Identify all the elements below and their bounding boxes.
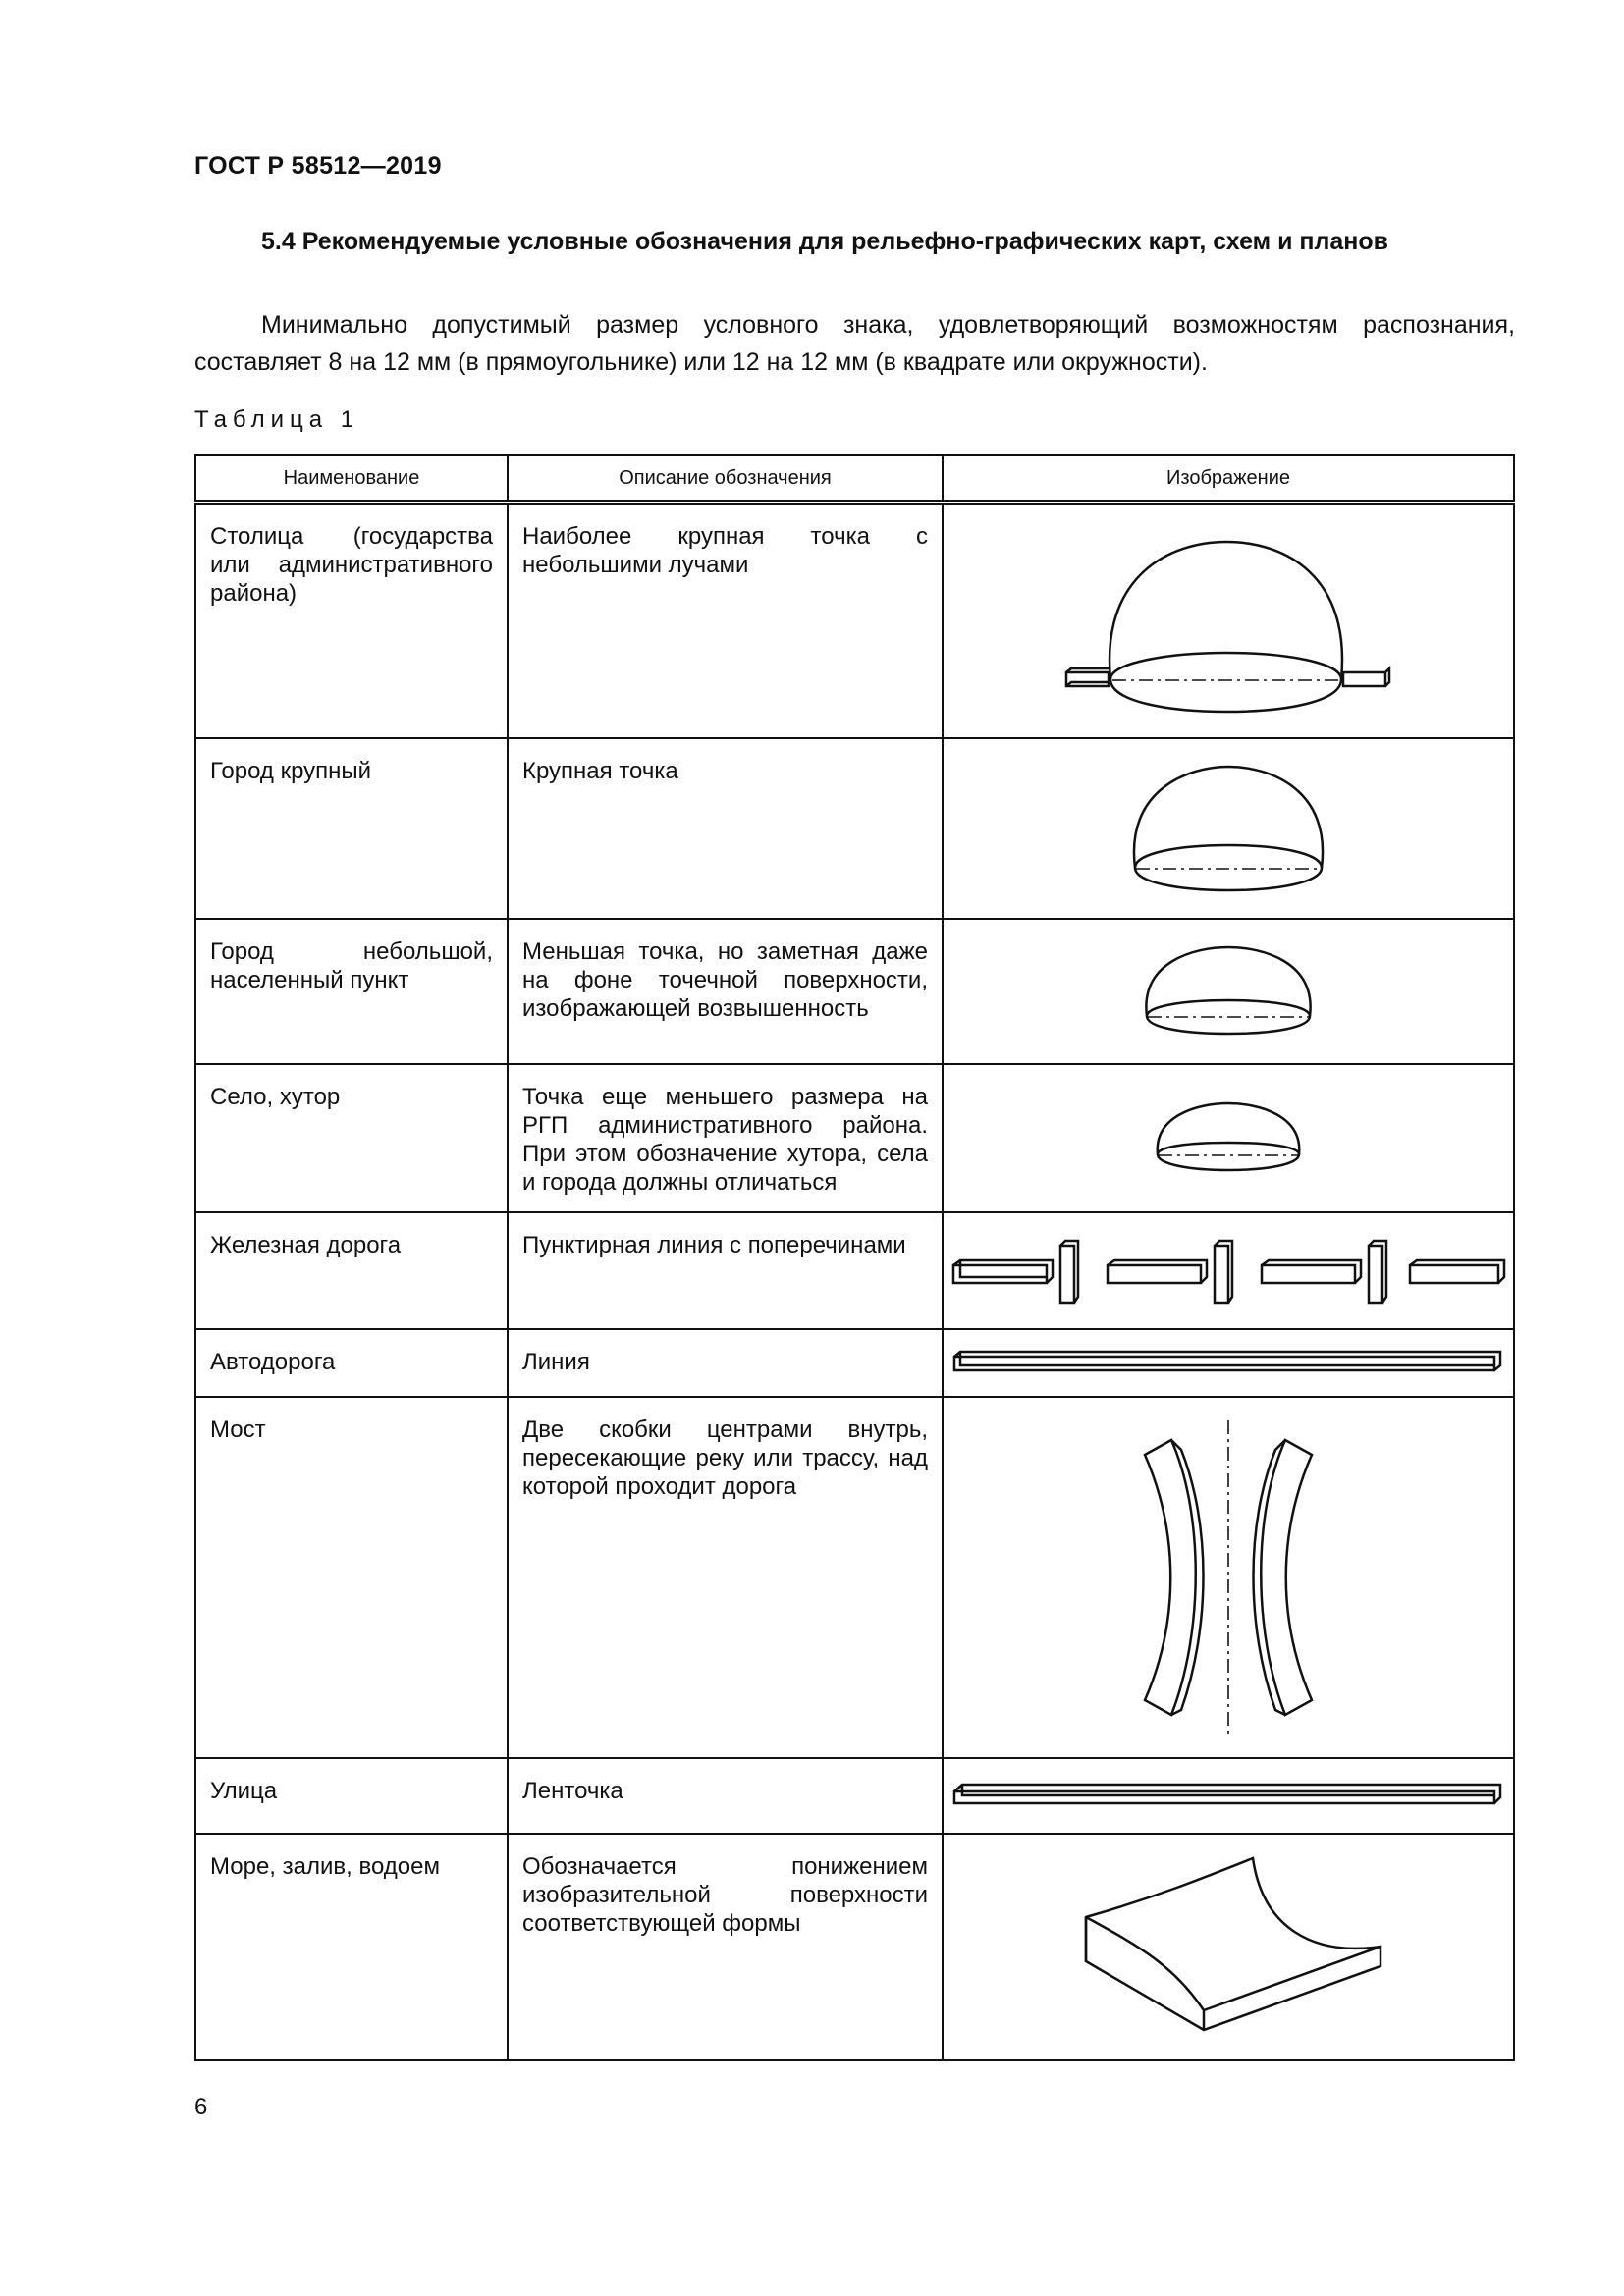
row-name: Село, хутор	[210, 1083, 341, 1110]
intro-text: Минимально допустимый размер условного знака, удовлетворяющий возможностям распознания, составляет 8 на 12 мм (в прямоугольнике) или 12 на 12 мм (в квадрате или окружности).	[194, 311, 1515, 376]
table-row	[195, 503, 1514, 738]
table-row	[195, 1212, 1514, 1329]
table-row	[195, 1329, 1514, 1397]
row-description: Пунктирная линия с поперечинами	[522, 1231, 906, 1258]
row-description: Точка еще меньшего размера на РГП административного района. При этом обозначение хутора, села и города должны отличаться	[522, 1083, 928, 1196]
table-row	[195, 1397, 1514, 1758]
section-title-text: Рекомендуемые условные обозначения для рельефно-графических карт, схем и планов	[301, 228, 1389, 255]
row-name: Море, залив, водоем	[210, 1852, 440, 1880]
table-row	[195, 1064, 1514, 1212]
row-description: Ленточка	[522, 1777, 623, 1804]
table-row	[195, 1758, 1514, 1834]
row-name: Столица (государства или административного района)	[210, 523, 493, 607]
small-dome-icon	[1150, 1094, 1307, 1182]
section-heading	[261, 224, 1439, 259]
row-name: Город небольшой, населенный пункт	[210, 937, 493, 993]
header-description: Описание обозначения	[508, 455, 943, 503]
row-description: Линия	[522, 1348, 590, 1375]
row-description: Наиболее крупная точка с небольшими лучами	[522, 523, 928, 578]
row-name: Мост	[210, 1415, 266, 1443]
row-description: Две скобки центрами внутрь, пересекающие реку или трассу, над которой проходит дорога	[522, 1415, 928, 1500]
table-caption: Таблица 1	[194, 406, 360, 433]
document-code-header: ГОСТ Р 58512—2019	[194, 152, 442, 180]
row-name: Улица	[210, 1777, 278, 1804]
row-description: Крупная точка	[522, 757, 678, 784]
dome-with-rays-icon	[1061, 517, 1395, 723]
bridge-brackets-icon	[1110, 1415, 1346, 1739]
row-name: Город крупный	[210, 757, 372, 784]
page-number: 6	[194, 2094, 208, 2120]
dashed-line-with-crossbars-icon	[948, 1226, 1508, 1314]
header-image: Изображение	[943, 455, 1514, 503]
row-name: Автодорога	[210, 1348, 336, 1375]
row-name: Железная дорога	[210, 1231, 402, 1258]
row-description: Обозначается понижением изобразительной поверхности соответствующей формы	[522, 1852, 928, 1937]
medium-dome-icon	[1135, 937, 1322, 1045]
table-row	[195, 919, 1514, 1064]
concave-depression-icon	[1066, 1848, 1390, 2045]
intro-paragraph	[194, 306, 1515, 381]
table-header-row	[195, 455, 1514, 503]
large-dome-icon	[1120, 755, 1336, 902]
table-row	[195, 738, 1514, 919]
line-bar-icon	[948, 1343, 1508, 1382]
ribbon-bar-icon	[948, 1774, 1508, 1817]
header-name: Наименование	[195, 455, 508, 503]
row-description: Меньшая точка, но заметная даже на фоне точечной поверхности, изображающей возвышенность	[522, 937, 928, 1022]
table-row	[195, 1834, 1514, 2060]
section-number: 5.4	[261, 228, 296, 255]
symbols-table	[194, 454, 1515, 2061]
